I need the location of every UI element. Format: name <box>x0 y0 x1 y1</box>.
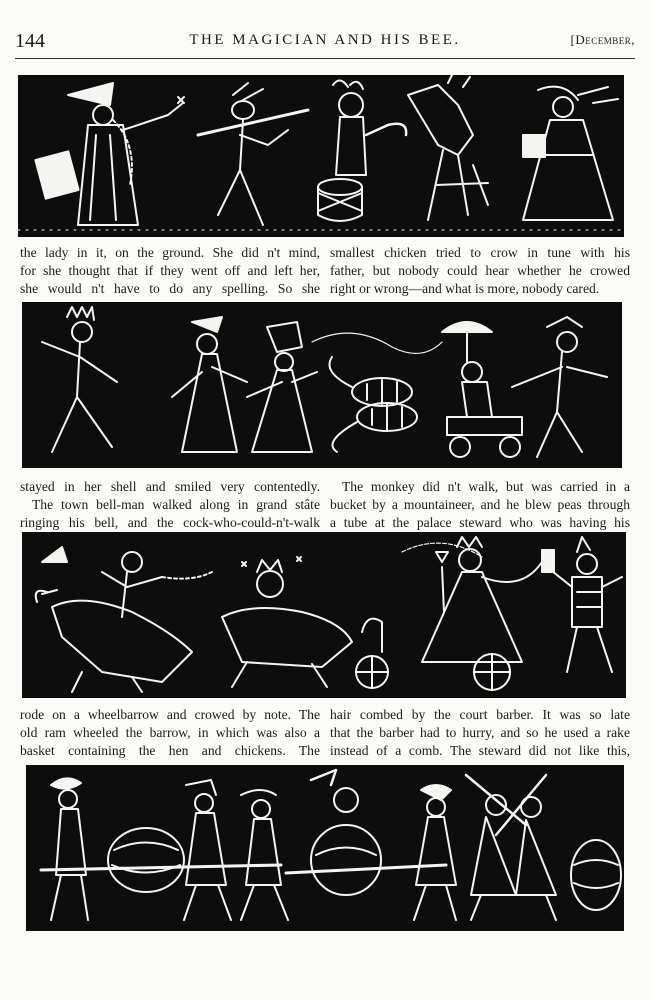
text-row-3 <box>20 706 630 760</box>
goat-rider-figure <box>36 547 212 692</box>
basket <box>108 828 184 892</box>
header-rule <box>15 58 635 59</box>
queen-chariot-figure <box>356 537 542 690</box>
text-line: ringing his bell, and the cock-who-could-n't-walk <box>20 515 320 530</box>
wizard-figure <box>35 83 184 225</box>
page-number: 144 <box>15 30 45 52</box>
giant-bees <box>312 333 442 452</box>
text-line: right or wrong—and what is more, nobody cared. <box>330 281 600 296</box>
text-line: The monkey did n't walk, but was carried in a <box>342 479 630 494</box>
text-line: smallest chicken tried to crow in tune with his <box>330 245 630 260</box>
page-header <box>15 28 635 58</box>
porter-figure <box>184 780 231 920</box>
text-column-left <box>20 706 320 760</box>
text-line: rode on a wheelbarrow and crowed by note. The <box>20 707 320 722</box>
running-title: THE MAGICIAN AND HIS BEE. <box>189 32 461 48</box>
dancing-figure <box>42 307 117 452</box>
donkey-figure <box>408 75 488 220</box>
illustration-procession-2 <box>22 302 622 468</box>
text-line: instead of a comb. The steward did not like this, <box>330 743 630 758</box>
basket <box>571 840 621 910</box>
puppet-figure <box>542 537 622 672</box>
text-column-right <box>330 244 630 298</box>
text-line: basket containing the hen and chickens. The <box>20 743 320 758</box>
text-column-right <box>330 706 630 760</box>
text-line: father, but nobody could hear whether he crowed <box>330 263 630 278</box>
witch-figure <box>523 87 618 220</box>
illustration-procession-3 <box>22 532 626 698</box>
text-line: the lady in it, on the ground. She did n't mind, <box>20 245 320 260</box>
rabbit-drummer-figure <box>318 80 406 221</box>
text-column-left <box>20 478 320 532</box>
text-line: for she thought that if they went off and left her, <box>20 263 320 278</box>
text-line: that the barber had to hurry, and so he used a rake <box>330 725 630 740</box>
porter-figure <box>414 785 456 920</box>
text-line: hair combed by the court barber. It was so late <box>330 707 630 722</box>
text-line: she would n't have to do any spelling. So she <box>20 281 320 296</box>
text-row-2 <box>20 478 630 532</box>
bell-carrier-figure <box>247 322 317 452</box>
porter-figure <box>51 778 88 920</box>
jester-figure <box>512 317 607 457</box>
text-row-1 <box>20 244 630 298</box>
barber-figure <box>311 770 381 895</box>
issue-month: [December, <box>570 32 635 47</box>
fighting-figures <box>466 775 556 920</box>
text-line: stayed in her shell and smiled very contentedly. <box>20 479 320 494</box>
sword-dancer-figure <box>172 317 247 452</box>
illustration-procession-1 <box>18 75 624 237</box>
illustration-procession-4 <box>26 765 624 931</box>
text-column-right <box>330 478 630 532</box>
text-line: a tube at the palace steward who was having his <box>330 515 630 530</box>
text-line: bucket by a mountaineer, and he blew peas through <box>330 497 630 512</box>
goat-flute-figure <box>198 83 308 225</box>
cat-figure <box>222 557 352 687</box>
monkey-cart-figure <box>442 322 522 457</box>
porter-figure <box>241 790 288 920</box>
text-line: old ram wheeled the barrow, in which was also a <box>20 725 320 740</box>
text-column-left <box>20 244 320 298</box>
text-line: The town bell-man walked along in grand stâte <box>32 497 320 512</box>
